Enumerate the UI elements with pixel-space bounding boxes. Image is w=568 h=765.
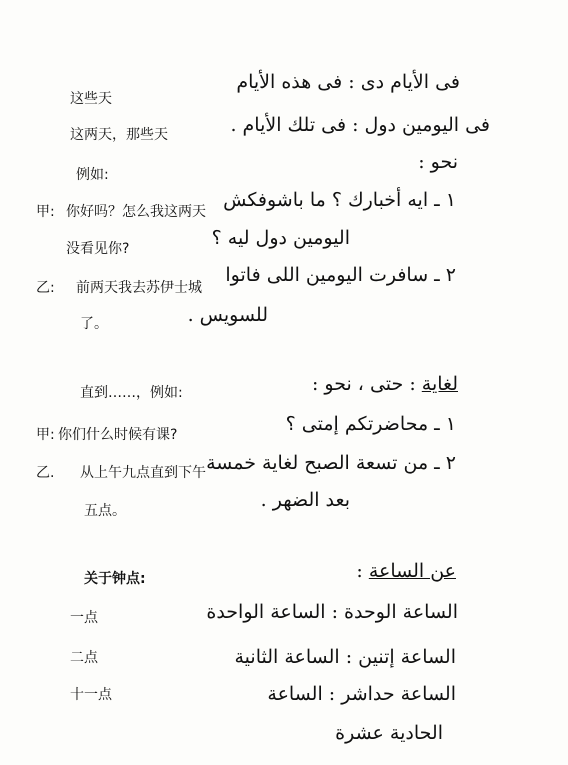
jia-line-1a: 你好吗？怎么我这两天	[66, 204, 206, 220]
one-oclock-gloss: 一点	[70, 610, 98, 626]
yi-line-1b: 了。	[80, 316, 108, 332]
yi-line-2b: 五点。	[84, 503, 126, 519]
arabic-line-2: فى اليومين دول : فى تلك الأيام .	[230, 114, 490, 136]
arabic-nahw-1: نحو :	[418, 151, 458, 173]
arabic-li-ghayat-rest: : حتى ، نحو :	[311, 373, 416, 395]
these-two-days-gloss: 这两天，那些天	[70, 127, 168, 143]
arabic-example-4b: بعد الضهر .	[260, 489, 350, 511]
example-label-1: 例如:	[76, 167, 109, 183]
arabic-example-3: ١ ـ محاضرتكم إمتى ؟	[285, 413, 456, 435]
arabic-saa-3b: الحادية عشرة	[335, 722, 443, 744]
eleven-oclock-gloss: 十一点	[70, 687, 112, 703]
jia-prefix-2: 甲:	[36, 427, 55, 443]
arabic-saa-2: الساعة إتنين : الساعة الثانية	[234, 646, 456, 668]
arabic-saa-1: الساعة الوحدة : الساعة الواحدة	[206, 601, 458, 623]
arabic-an-saa-heading: عن الساعة	[368, 560, 456, 582]
arabic-li-ghayat-line	[312, 372, 458, 396]
arabic-example-4a: ٢ ـ من تسعة الصبح لغاية خمسة	[206, 452, 456, 474]
arabic-example-2b: للسويس .	[187, 304, 268, 326]
yi-line-2a: 从上午九点直到下午	[80, 465, 206, 481]
jia-prefix-1: 甲:	[36, 204, 55, 220]
arabic-example-1b: اليومين دول ليه ؟	[211, 227, 350, 249]
arabic-line-1: فى الأيام دى : فى هذه الأيام	[236, 71, 460, 93]
jia-line-2: 你们什么时候有课?	[58, 427, 178, 443]
arabic-an-saa-line	[356, 559, 456, 583]
arabic-saa-3a: الساعة حداشر : الساعة	[267, 683, 456, 705]
these-days-gloss: 这些天	[70, 91, 112, 107]
arabic-an-saa-colon: :	[356, 560, 363, 582]
yi-prefix-1: 乙:	[36, 280, 55, 296]
two-oclock-gloss: 二点	[70, 650, 98, 666]
jia-line-1b: 没看见你?	[66, 241, 130, 257]
arabic-example-1a: ١ ـ ايه أخبارك ؟ ما باشوفكش	[223, 189, 456, 211]
until-example: 直到……，例如:	[80, 385, 183, 401]
arabic-example-2a: ٢ ـ سافرت اليومين اللى فاتوا	[225, 264, 456, 286]
about-clock-heading: 关于钟点:	[84, 571, 146, 587]
yi-prefix-2: 乙.	[36, 465, 55, 481]
arabic-li-ghayat-word: لغاية	[421, 373, 458, 395]
yi-line-1a: 前两天我去苏伊士城	[76, 280, 202, 296]
